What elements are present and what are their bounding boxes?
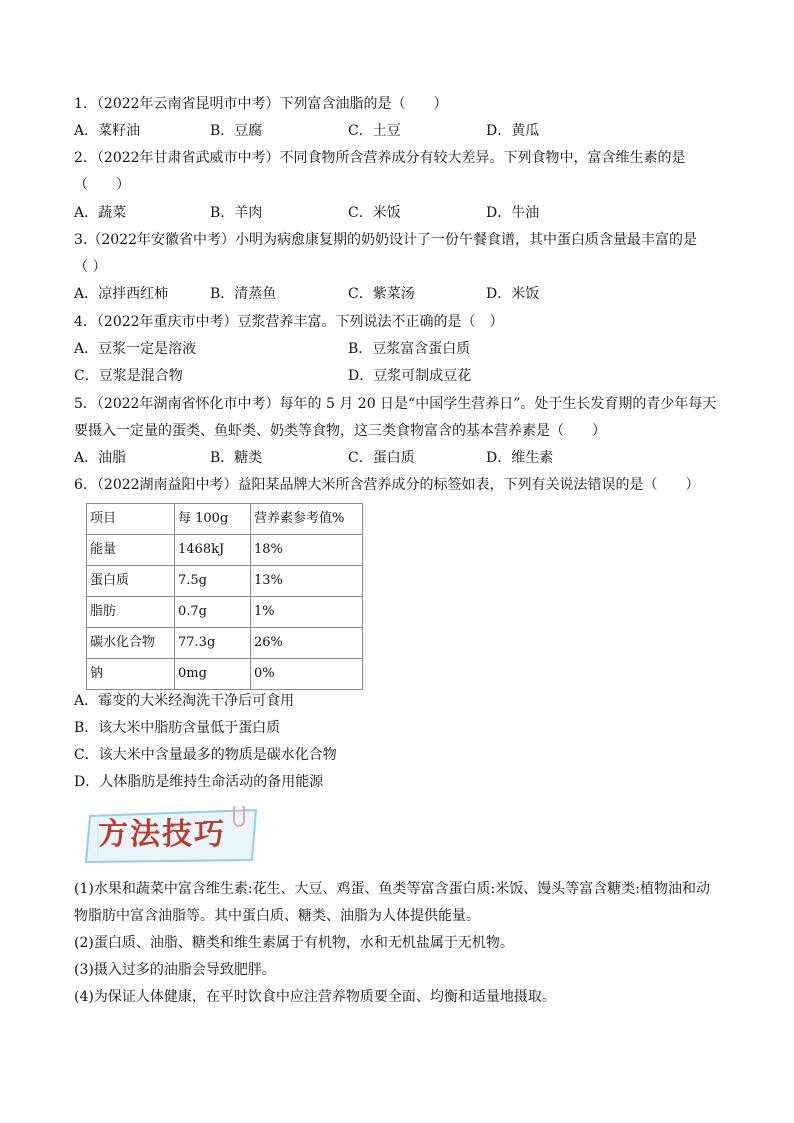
q5-option-b: B．糖类 <box>210 450 263 466</box>
table-row <box>87 628 363 659</box>
nutrition-table <box>86 503 363 690</box>
table-cell: 26% <box>251 628 363 659</box>
q4-option-b: B．豆浆富含蛋白质 <box>348 341 471 357</box>
table-cell: 钠 <box>87 659 175 690</box>
method-tips-banner <box>84 806 260 864</box>
q2-stem-cont: （ ） <box>74 177 130 193</box>
table-header-cell: 项目 <box>87 504 175 535</box>
q3-stem-cont: （ ） <box>74 259 107 275</box>
table-cell: 0% <box>251 659 363 690</box>
q2-stem: 2．（2022年甘肃省武威市中考）不同食物所含营养成分有较大差异。下列食物中，富含维生素的是 <box>74 150 686 166</box>
q6-option-c: C．该大米中含量最多的物质是碳水化合物 <box>74 747 337 763</box>
table-header-row <box>87 504 363 535</box>
q3-option-b: B．清蒸鱼 <box>210 286 277 302</box>
table-cell: 13% <box>251 566 363 597</box>
q3-option-a: A．凉拌西红柿 <box>74 286 169 302</box>
table-header-cell: 每 100g <box>175 504 251 535</box>
q1-option-c: C．土豆 <box>348 123 401 139</box>
q1-option-b: B．豆腐 <box>210 123 263 139</box>
q4-option-c: C．豆浆是混合物 <box>74 368 183 384</box>
table-cell: 7.5g <box>175 566 251 597</box>
tip-4: (4)为保证人体健康，在平时饮食中应注营养物质要全面、均衡和适量地摄取。 <box>74 989 556 1005</box>
tip-2: (2)蛋白质、油脂、糖类和维生素属于有机物，水和无机盐属于无机物。 <box>74 935 514 951</box>
q2-option-c: C．米饭 <box>348 205 401 221</box>
q3-option-c: C．紫菜汤 <box>348 286 415 302</box>
q5-stem-cont: 要摄入一定量的蛋类、鱼虾类、奶类等食物，这三类食物富含的基本营养素是（ ） <box>74 423 606 439</box>
table-row <box>87 566 363 597</box>
tip-3: (3)摄入过多的油脂会导致肥胖。 <box>74 962 276 978</box>
tip-1: (1)水果和蔬菜中富含维生素:花生、大豆、鸡蛋、鱼类等富含蛋白质:米饭、馒头等富含糖类:植物油和动 <box>74 881 710 897</box>
q3-stem: 3.（2022年安徽省中考）小明为病愈康复期的奶奶设计了一份午餐食谱，其中蛋白质含量最丰富的是 <box>74 232 697 248</box>
table-cell: 蛋白质 <box>87 566 175 597</box>
table-row <box>87 597 363 628</box>
table-header-cell: 营养素参考值% <box>251 504 363 535</box>
q6-option-b: B．该大米中脂肪含量低于蛋白质 <box>74 720 281 736</box>
table-cell: 0mg <box>175 659 251 690</box>
section-title: 方法技巧 <box>98 817 226 852</box>
table-cell: 1468kJ <box>175 535 251 566</box>
q6-stem: 6．（2022湖南益阳中考）益阳某品牌大米所含营养成分的标签如表，下列有关说法错误的是（ ） <box>74 477 700 493</box>
table-cell: 脂肪 <box>87 597 175 628</box>
q5-option-a: A．油脂 <box>74 450 127 466</box>
tip-1-cont: 物脂肪中富含油脂等。其中蛋白质、糖类、油脂为人体提供能量。 <box>74 908 480 924</box>
q5-option-c: C．蛋白质 <box>348 450 415 466</box>
table-cell: 0.7g <box>175 597 251 628</box>
table-row <box>87 535 363 566</box>
q3-option-d: D．米饭 <box>486 286 540 302</box>
q2-option-b: B．羊肉 <box>210 205 263 221</box>
table-cell: 18% <box>251 535 363 566</box>
table-cell: 碳水化合物 <box>87 628 175 659</box>
q4-option-a: A．豆浆一定是溶液 <box>74 341 197 357</box>
q1-option-a: A．菜籽油 <box>74 123 141 139</box>
q1-stem: 1．（2022年云南省昆明市中考）下列富含油脂的是（ ） <box>74 96 448 112</box>
q2-option-a: A．蔬菜 <box>74 205 127 221</box>
table-row <box>87 659 363 690</box>
q6-option-a: A．霉变的大米经淘洗干净后可食用 <box>74 693 295 709</box>
q5-stem: 5．（2022年湖南省怀化市中考）每年的 5 月 20 日是“中国学生营养日”。处于生长发育期的青少年每天 <box>74 396 717 412</box>
table-cell: 能量 <box>87 535 175 566</box>
table-cell: 77.3g <box>175 628 251 659</box>
table-cell: 1% <box>251 597 363 628</box>
q1-option-d: D．黄瓜 <box>486 123 540 139</box>
q6-option-d: D．人体脂肪是维持生命活动的备用能源 <box>74 774 324 790</box>
q4-stem: 4．（2022年重庆市中考）豆浆营养丰富。下列说法不正确的是（ ） <box>74 314 504 330</box>
q2-option-d: D．牛油 <box>486 205 540 221</box>
q4-option-d: D．豆浆可制成豆花 <box>348 368 472 384</box>
q5-option-d: D．维生素 <box>486 450 554 466</box>
